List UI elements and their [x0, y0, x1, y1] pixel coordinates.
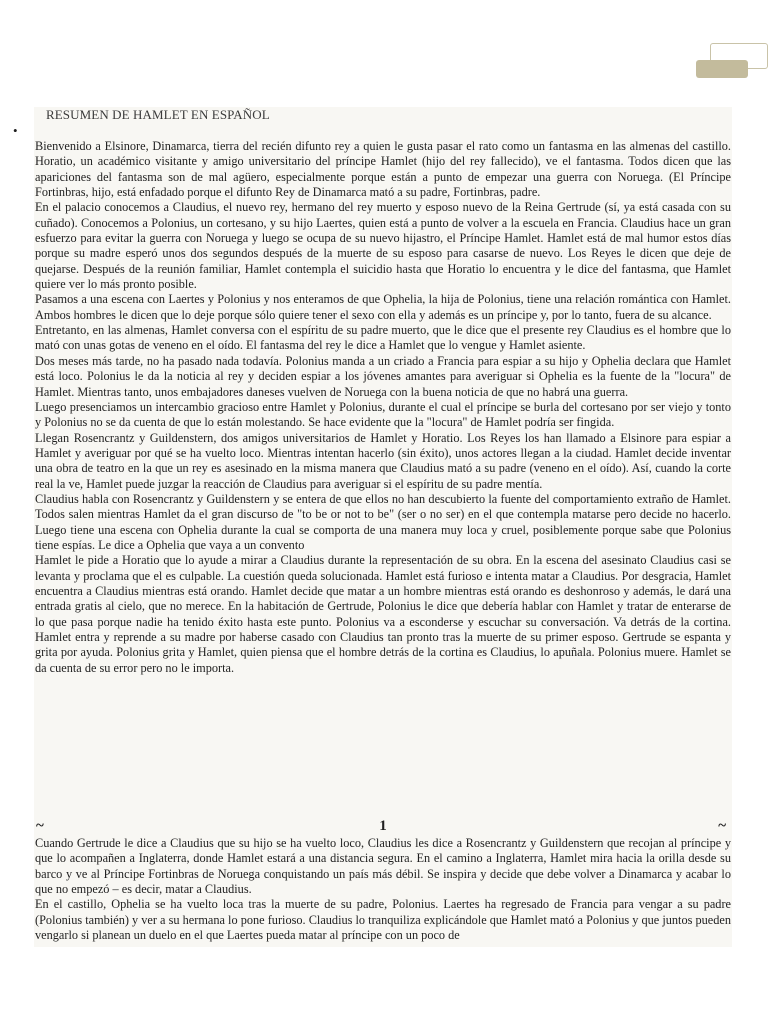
bullet-mark: • [13, 123, 18, 138]
paragraph: Bienvenido a Elsinore, Dinamarca, tierra del recién difunto rey a quien le gusta pasar el rato como un fantasma en las almenas del castillo. Horatio, un académico visitante y amigo universitario del príncipe Hamlet (hijo del rey fallecido), ve el fantasma. Todos dicen que las apariciones del fantasma son de mal agüero, especialmente porque están a punto de empezar una guerra con Noruega. (El Príncipe Fortinbras, hijo, está enfadado porque el difunto Rey de Dinamarca mató a su padre, Fortinbras, padre. [35, 139, 731, 200]
paragraph: Pasamos a una escena con Laertes y Polonius y nos enteramos de que Ophelia, la hija de Polonius, tiene una relación romántica con Hamlet. Ambos hombres le dicen que lo deje porque sólo quiere tener el sexo con ella y además es un príncipe y, por lo tanto, fuera de su alcance. [35, 292, 731, 322]
paragraph: Luego presenciamos un intercambio gracioso entre Hamlet y Polonius, durante el cual el príncipe se burla del cortesano por ser viejo y tonto y Polonius no se da cuenta de que lo están molestando. Se hace evidente que la "locura" de Hamlet podría ser fingida. [35, 399, 731, 430]
page-number-row [36, 817, 730, 835]
paragraph: Hamlet le pide a Horatio que lo ayude a mirar a Claudius durante la representación de su obra. En la escena del asesinato Claudius casi se levanta y proclama que el es culpable. La cuestión queda solucionada. Hamlet está furioso e intenta matar a Claudius. Por desgracia, Hamlet encuentra a Claudius mientras está orando. Hamlet decide que matar a un hombre mientras está orando es deshonroso y además, le dará una entrada gratis al cielo, que no merece. En la habitación de Gertrude, Polonius le dice que debería hablar con Hamlet y tratar de enterarse de lo que pasa porque nadie ha tenido éxito hasta este punto. Polonius va a esconderse y escuchar su conversación. Va detrás de la cortina. Hamlet entra y reprende a su madre por haberse casado con Claudius tan pronto tras la muerte de su primer esposo. Gertrude se espanta y grita por ayuda. Polonius grita y Hamlet, quien piensa que el hombre detrás de la cortina es Claudius, lo apuñala. Polonius muere. Hamlet se da cuenta de su error pero no le importa. [35, 553, 731, 675]
document-title: RESUMEN DE HAMLET EN ESPAÑOL [46, 107, 270, 122]
tilde-left: ~ [36, 818, 44, 834]
document-body [35, 139, 731, 676]
paragraph: Dos meses más tarde, no ha pasado nada todavía. Polonius manda a un criado a Francia para espiar a su hijo y Ophelia declara que Hamlet está loco. Polonius le da la noticia al rey y deciden espiar a los jóvenes amantes para averiguar si Ophelia es la fuente de la "locura" de Hamlet. Mientras tanto, unos embajadores daneses vuelven de Noruega con la buena noticia de que no habrá una guerra. [35, 353, 731, 399]
paragraph: Llegan Rosencrantz y Guildenstern, dos amigos universitarios de Hamlet y Horatio. Los Reyes los han llamado a Elsinore para espiar a Hamlet y averiguar por qué se ha vuelto loco. Mientras intentan hacerlo (sin éxito), unos actores llegan a la ciudad. Hamlet decide inventar una obra de teatro en la que un rey es asesinado en la misma manera que Claudius mató a su padre (veneno en el oído). Así, cuando la corte real la ve, Hamlet puede juzgar la reacción de Claudius para averiguar si el espíritu de su padre mentía. [35, 430, 731, 491]
view-tab-active[interactable] [696, 60, 748, 78]
paragraph: En el palacio conocemos a Claudius, el nuevo rey, hermano del rey muerto y esposo nuevo de la Reina Gertrude (sí, ya está casada con su cuñado). Conocemos a Polonius, un cortesano, y su hijo Laertes, quien está a punto de volver a la escuela en Francia. Claudius hace un gran esfuerzo para evitar la guerra con Noruega y luego se ocupa de su nuevo hijastro, el Príncipe Hamlet. Hamlet está de mal humor estos días porque su madre esperó unos dos segundos después de la muerte de su esposo para casarse de nuevo. Los Reyes le dicen que deje de quejarse. Después de la reunión familiar, Hamlet contempla el suicidio hasta que Horatio lo encuentra y le dice del fantasma, que Hamlet quiere ver lo más pronto posible. [35, 200, 731, 292]
document-body-continued [35, 836, 731, 943]
page-number: 1 [379, 818, 387, 834]
paragraph: En el castillo, Ophelia se ha vuelto loca tras la muerte de su padre, Polonius. Laertes ha regresado de Francia para vengar a su padre (Polonius también) y ver a su hermana lo pone furioso. Claudius lo tranquiliza explicándole que Hamlet mató a Polonius y que juntos pueden vengarlo si planean un duelo en el que Laertes pueda matar al príncipe con un poco de [35, 897, 731, 943]
paragraph: Cuando Gertrude le dice a Claudius que su hijo se ha vuelto loco, Claudius les dice a Rosencrantz y Guildenstern que recojan al príncipe y que lo acompañen a Inglaterra, donde Hamlet estará a una distancia segura. En el camino a Inglaterra, Hamlet mira hacia la orilla desde su barco y ve al Príncipe Fortinbras de Noruega conquistando un país más débil. Se inspira y decide que debe volver a Dinamarca y acabar lo que no empezó – es decir, matar a Claudius. [35, 836, 731, 897]
paragraph: Entretanto, en las almenas, Hamlet conversa con el espíritu de su padre muerto, que le dice que el presente rey Claudius es el hombre que lo mató con unas gotas de veneno en el oído. El fantasma del rey le dice a Hamlet que lo vengue y Hamlet asiente. [35, 323, 731, 353]
tilde-right: ~ [718, 818, 726, 834]
paragraph: Claudius habla con Rosencrantz y Guildenstern y se entera de que ellos no han descubierto la fuente del comportamiento extraño de Hamlet. Todos salen mientras Hamlet da el gran discurso de "to be or not to be" (ser o no ser) en el que contempla matarse pero decide no hacerlo. Luego tiene una escena con Ophelia durante la cual se comporta de una manera muy loca y cruel, posiblemente porque sabe que Polonius tiene espías. Le dice a Ophelia que vaya a un convento [35, 491, 731, 552]
